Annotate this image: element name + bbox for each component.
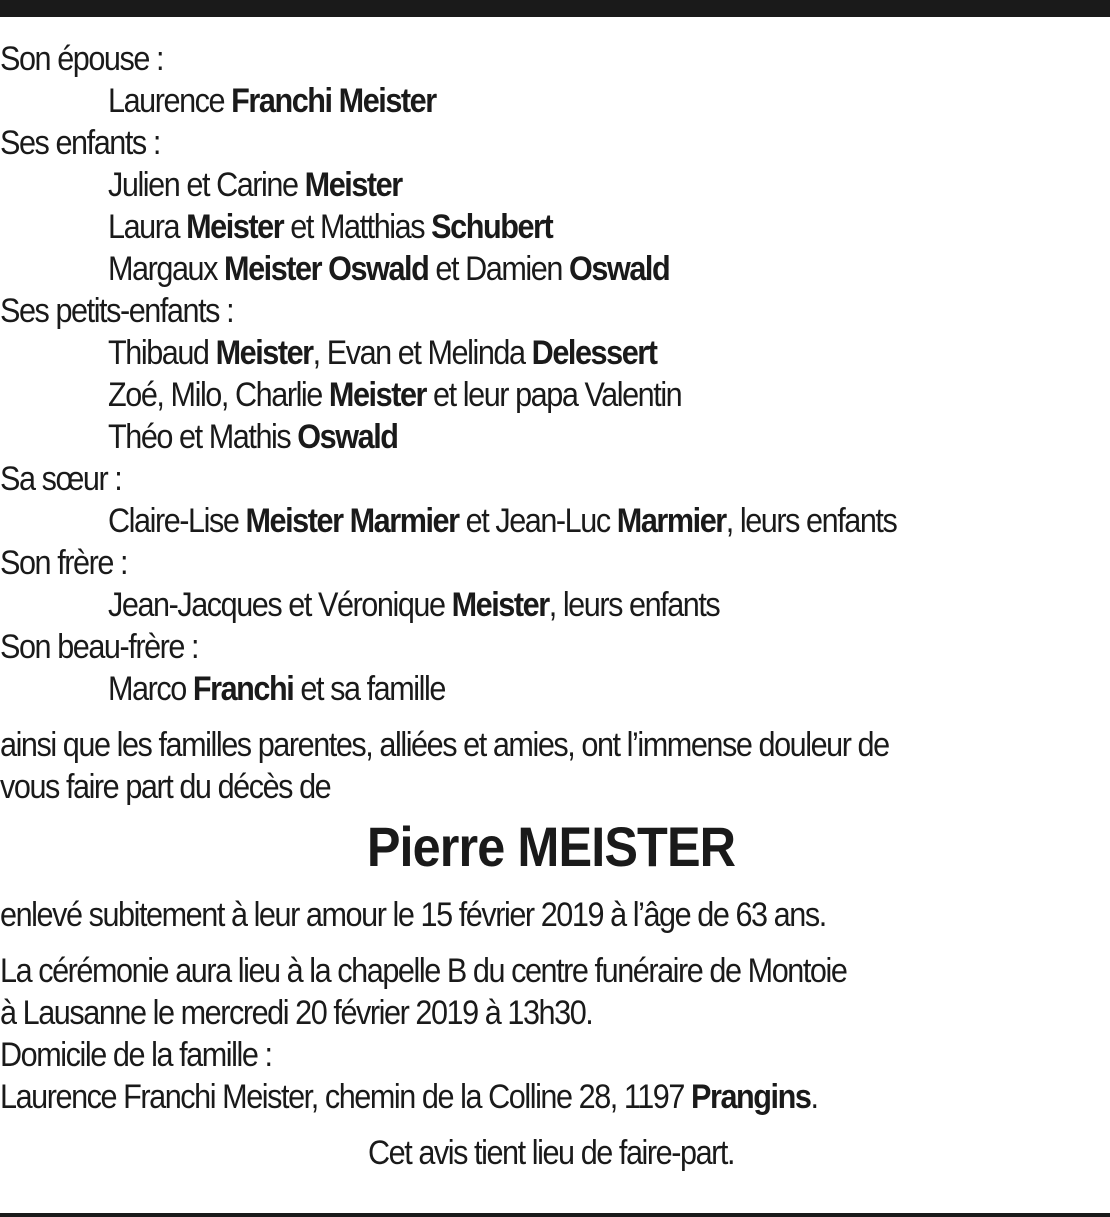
- announcement-line-2: vous faire part du décès de: [0, 768, 331, 806]
- closing-note: Cet avis tient lieu de faire-part.: [367, 1134, 735, 1172]
- sister-line: Claire-Lise Meister Marmier et Jean-Luc Marmier, leurs enfants: [108, 502, 897, 540]
- grandchild-line: Thibaud Meister, Evan et Melinda Delessert: [108, 334, 657, 372]
- domicile-label: Domicile de la famille :: [0, 1036, 272, 1074]
- grandchild-line: Zoé, Milo, Charlie Meister et leur papa Valentin: [108, 376, 682, 414]
- top-rule: [0, 0, 1110, 17]
- bottom-rule: [0, 1213, 1110, 1217]
- spouse-label: Son épouse :: [0, 40, 164, 78]
- grandchild-line: Théo et Mathis Oswald: [108, 418, 398, 456]
- death-info: enlevé subitement à leur amour le 15 février 2019 à l’âge de 63 ans.: [0, 896, 826, 934]
- child-line: Julien et Carine Meister: [108, 166, 402, 204]
- brother-in-law-label: Son beau-frère :: [0, 628, 199, 666]
- brother-line: Jean-Jacques et Véronique Meister, leurs enfants: [108, 586, 720, 624]
- ceremony-line-2: à Lausanne le mercredi 20 février 2019 à 13h30.: [0, 994, 593, 1032]
- spouse-name: Laurence Franchi Meister: [108, 82, 436, 120]
- obituary-notice: [0, 38, 1102, 1174]
- deceased-name: Pierre MEISTER: [366, 815, 736, 878]
- sister-label: Sa sœur :: [0, 460, 122, 498]
- child-line: Laura Meister et Matthias Schubert: [108, 208, 553, 246]
- brother-in-law-line: Marco Franchi et sa famille: [108, 670, 445, 708]
- grandchildren-label: Ses petits-enfants :: [0, 292, 234, 330]
- child-line: Margaux Meister Oswald et Damien Oswald: [108, 250, 670, 288]
- children-label: Ses enfants :: [0, 124, 160, 162]
- announcement-line-1: ainsi que les familles parentes, alliées et amies, ont l’immense douleur de: [0, 726, 889, 764]
- ceremony-line-1: La cérémonie aura lieu à la chapelle B du centre funéraire de Montoie: [0, 952, 847, 990]
- domicile-address: Laurence Franchi Meister, chemin de la Colline 28, 1197 Prangins.: [0, 1078, 818, 1116]
- brother-label: Son frère :: [0, 544, 128, 582]
